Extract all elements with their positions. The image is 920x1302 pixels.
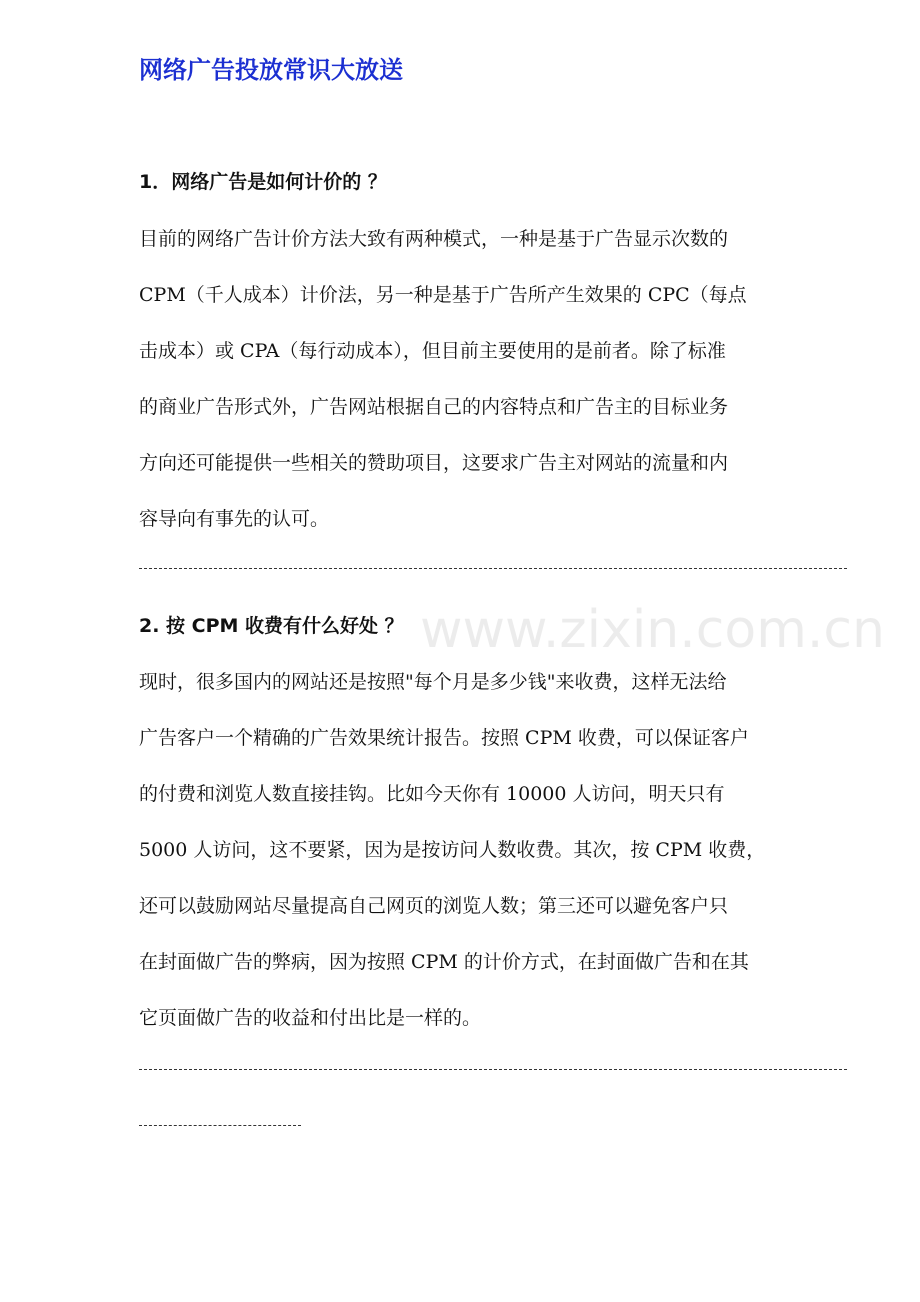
paragraph-line: 5000 人访问，这不要紧，因为是按访问人数收费。其次，按 CPM 收费，	[139, 839, 766, 861]
paragraph-line: 广告客户一个精确的广告效果统计报告。按照 CPM 收费，可以保证客户	[139, 727, 749, 749]
paragraph-line: CPM（千人成本）计价法，另一种是基于广告所产生效果的 CPC（每点	[139, 284, 747, 306]
paragraph-line: 在封面做广告的弊病，因为按照 CPM 的计价方式，在封面做广告和在其	[139, 951, 749, 973]
paragraph-line: 目前的网络广告计价方法大致有两种模式，一种是基于广告显示次数的	[139, 228, 729, 250]
paragraph-line: 它页面做广告的收益和付出比是一样的。	[139, 1007, 482, 1029]
section-heading-1: 1．网络广告是如何计价的 ？	[139, 171, 387, 193]
section-body-2	[139, 654, 879, 1046]
paragraph-line: 击成本）或 CPA（每行动成本），但目前主要使用的是前者。除了标准	[139, 340, 726, 362]
dashed-divider	[139, 1069, 847, 1070]
watermark: www.zixin.com.cn	[420, 600, 885, 660]
paragraph-line: 方向还可能提供一些相关的赞助项目，这要求广告主对网站的流量和内	[139, 452, 729, 474]
dashed-divider-continued	[139, 1125, 301, 1126]
paragraph-line: 现时，很多国内的网站还是按照"每个月是多少钱"来收费，这样无法给	[139, 671, 727, 693]
section-body-1	[139, 211, 879, 547]
section-heading-2: 2. 按 CPM 收费有什么好处 ？	[139, 615, 404, 637]
dashed-divider	[139, 568, 847, 569]
paragraph-line: 的付费和浏览人数直接挂钩。比如今天你有 10000 人访问，明天只有	[139, 783, 725, 805]
paragraph-line: 的商业广告形式外，广告网站根据自己的内容特点和广告主的目标业务	[139, 396, 729, 418]
paragraph-line: 容导向有事先的认可。	[139, 508, 330, 530]
document-title: 网络广告投放常识大放送	[139, 56, 403, 84]
paragraph-line: 还可以鼓励网站尽量提高自己网页的浏览人数；第三还可以避免客户只	[139, 895, 729, 917]
